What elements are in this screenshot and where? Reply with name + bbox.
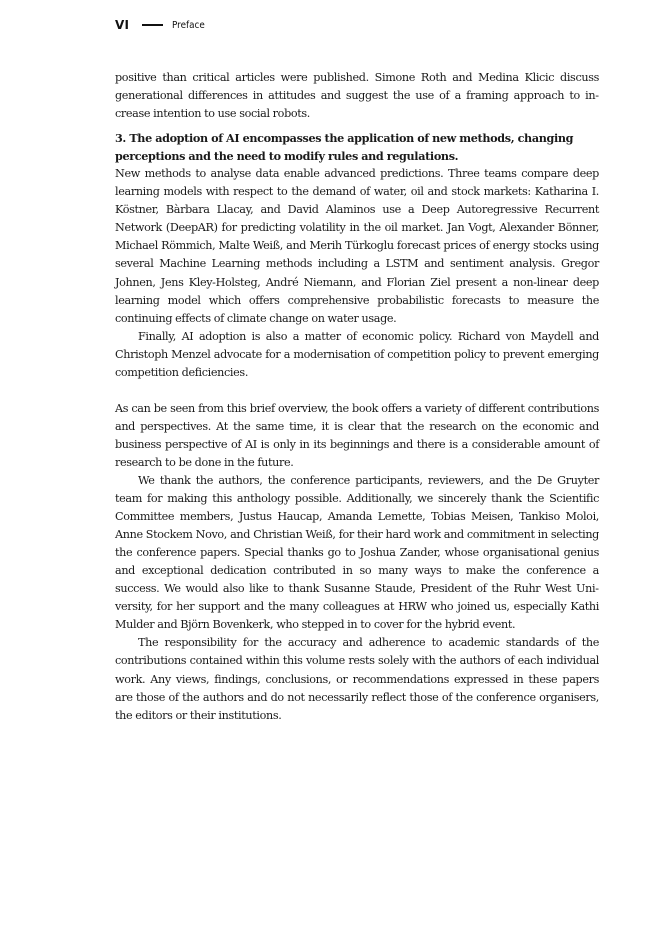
paragraph-continuation: positive than critical articles were published. Simone Roth and Medina Klicic discuss generational differences in attitudes and suggest the use of a framing approach to increase intention to use social robots.: [115, 71, 599, 121]
paragraph-economic-policy: Finally, AI adoption is also a matter of economic policy. Richard von Maydell and Christoph Menzel advocate for a modernisation of competition policy to prevent emerging competition deficiencies.: [115, 329, 599, 379]
page-number: VI: [115, 18, 130, 32]
body-text: [115, 69, 599, 725]
paragraph-acknowledgements: We thank the authors, the conference participants, reviewers, and the De Gruyter team for making this anthology possible. Additionally, we sincerely thank the Scientific Committee members, Justus Haucap, Amanda Lemette, Tobias Meisen, Tankiso Moloi, Anne Stockem Novo, and Christian Weiß, for their hard work and commitment in selecting the conference papers. Special thanks go to Joshua Zander, whose organisational genius and exceptional dedication contributed in so many ways to make the conference a success. We would also like to thank Susanne Staude, President of the Ruhr West University, for her support and the many colleagues at HRW who joined us, especially Kathi Mulder and Björn Bovenkerk, who stepped in to cover for the hybrid event.: [115, 473, 599, 632]
running-head: [115, 17, 209, 33]
section-title: Preface: [172, 19, 205, 31]
section-heading-3: 3. The adoption of AI encompasses the application of new methods, changing perceptions and the need to modify rules and regulations.: [115, 131, 574, 164]
paragraph-responsibility: The responsibility for the accuracy and adherence to academic standards of the contributions contained within this volume rests solely with the authors of each individual work. Any views, findings, conclusions, or recommendations expressed in these papers are those of the authors and do not necessarily reflect those of the conference organisers, the editors or their institutions.: [115, 636, 599, 722]
paragraph-new-methods: New methods to analyse data enable advanced predictions. Three teams compare deep learning models with respect to the demand of water, oil and stock markets: Katharina I. Köstner, Bàrbara Llacay, and David Alaminos use a Deep Autoregressive Recurrent Network (DeepAR) for predicting volatility in the oil market. Jan Vogt, Alexander Bönner, Michael Römmich, Malte Weiß, and Merih Türkoglu forecast prices of energy stocks using several Machine Learning methods including a LSTM and sentiment analysis. Gregor Johnen, Jens Kley-Holsteg, André Niemann, and Florian Ziel present a non-linear deep learning model which offers comprehensive probabilistic forecasts to measure the continuing effects of climate change on water usage.: [115, 167, 599, 325]
paragraph-overview: As can be seen from this brief overview, the book offers a variety of different contributions and perspectives. At the same time, it is clear that the research on the economic and business perspective of AI is only in its beginnings and there is a considerable amount of research to be done in the future.: [115, 401, 599, 469]
header-rule-divider: [142, 24, 163, 27]
